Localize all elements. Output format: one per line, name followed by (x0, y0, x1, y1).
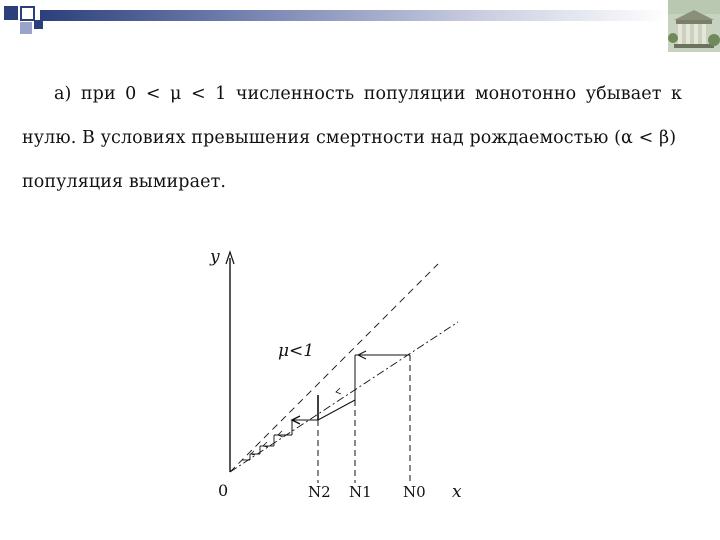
origin-label: 0 (218, 481, 229, 500)
header-square-outline (20, 6, 35, 21)
step-arrow-3 (336, 388, 341, 394)
paragraph (22, 72, 682, 204)
text-line-2: нулю. В условиях превышения смертности над рождаемостью (α < β) (22, 128, 677, 148)
text-line-1: а) при 0 < μ < 1 численность популяции монотонно убывает к (54, 84, 682, 104)
building-logo-icon (668, 0, 720, 52)
header-gradient-bar (40, 10, 668, 21)
bisector-line (230, 264, 438, 472)
tick-label-n0: N0 (403, 483, 426, 501)
header-square-light (20, 22, 32, 34)
tick-label-n2: N2 (308, 483, 331, 501)
step-arrow-4 (278, 431, 283, 437)
map-line (230, 322, 458, 472)
header-square-mid (34, 20, 43, 29)
tick-label-n1: N1 (349, 483, 372, 501)
y-axis-label: y (210, 247, 220, 267)
header-square-dark (4, 6, 18, 20)
cobweb-diagram (190, 240, 490, 515)
slide-header (0, 0, 720, 60)
text-line-3: популяция вымирает. (22, 172, 227, 192)
mu-label: μ<1 (278, 341, 315, 361)
x-axis-label: x (452, 482, 462, 502)
